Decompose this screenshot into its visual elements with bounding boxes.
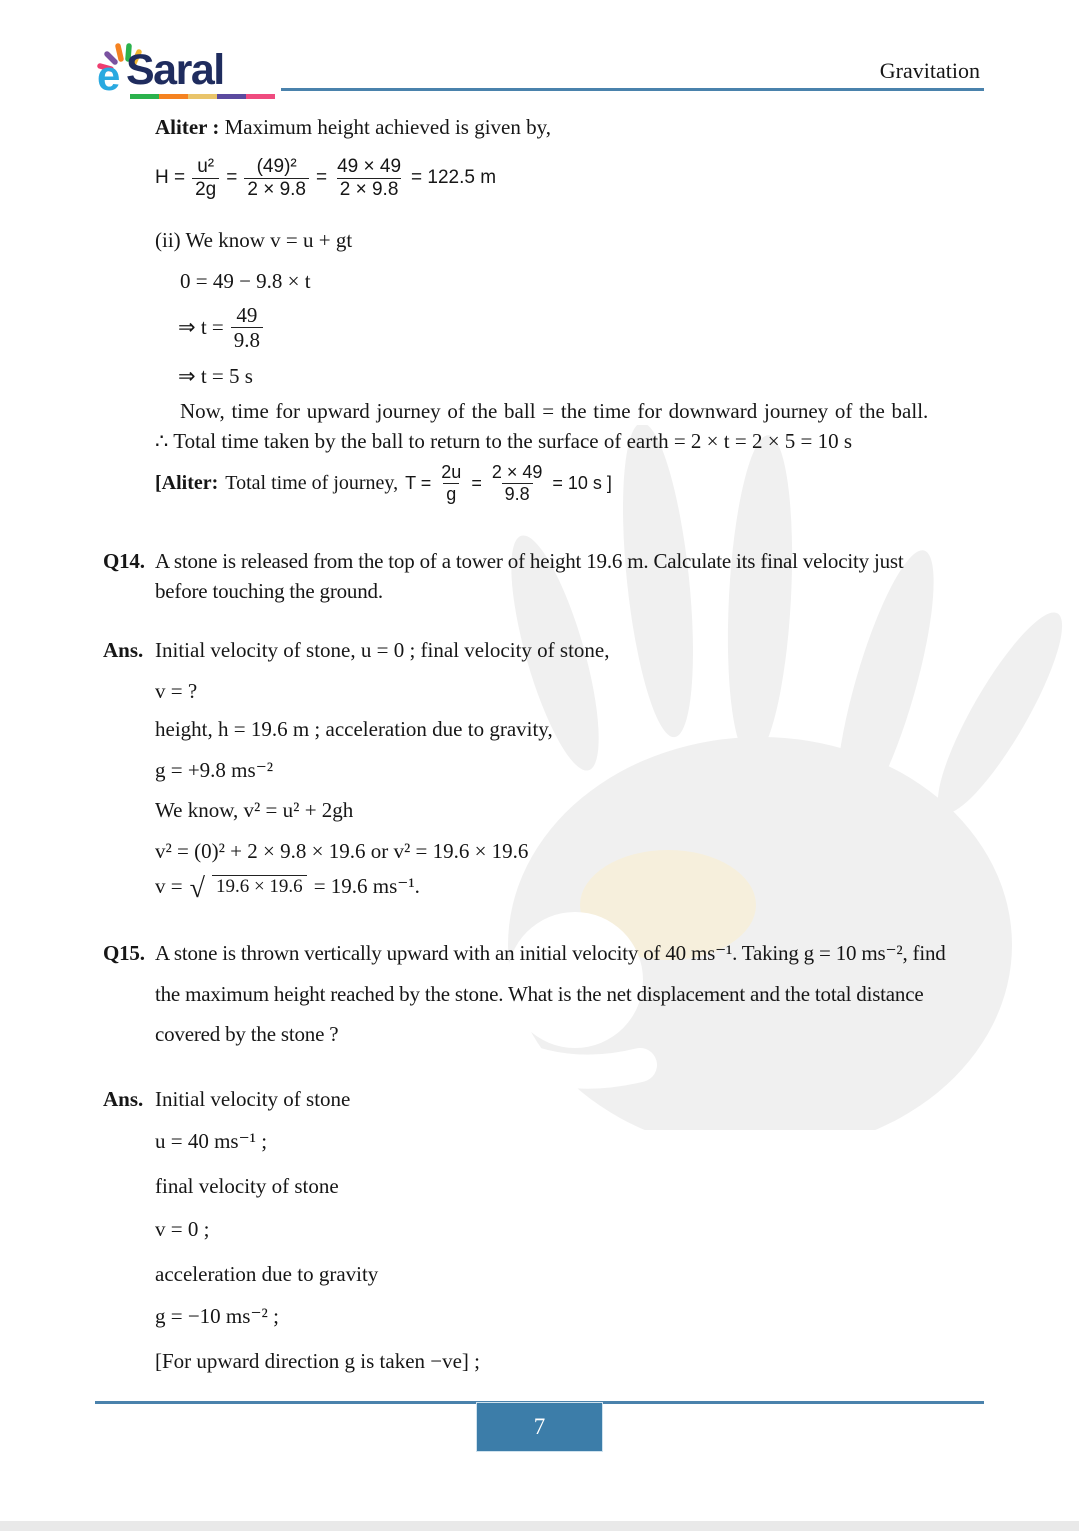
page-number: 7 <box>533 1414 546 1439</box>
answer-line: u = 40 ms⁻¹ ; <box>155 1129 268 1153</box>
question-text-line1: A stone is released from the top of a tower of height 19.6 m. Calculate its final velocity just <box>155 549 904 573</box>
answer-line: final velocity of stone <box>155 1174 339 1198</box>
fraction-numerator: 2 × 49 <box>491 462 543 482</box>
fraction <box>192 156 219 201</box>
aliter-label: [Aliter: <box>155 471 219 494</box>
equals-sign: = <box>471 472 482 493</box>
formula-lhs: T = <box>405 472 432 493</box>
aliter-text: Total time of journey, <box>225 471 399 494</box>
question-text-line1: A stone is thrown vertically upward with an initial velocity of 40 ms⁻¹. Taking g = 10 ms⁻², find <box>155 941 946 965</box>
question-number: Q14. <box>103 549 145 573</box>
page-number-box <box>476 1402 603 1452</box>
answer-label: Ans. <box>103 638 144 662</box>
fraction-numerator: 49 <box>236 303 258 327</box>
answer-line: We know, v² = u² + 2gh <box>155 798 354 822</box>
answer-line: [For upward direction g is taken −ve] ; <box>155 1349 481 1373</box>
question-14 <box>103 548 983 574</box>
answer-line: v² = (0)² + 2 × 9.8 × 19.6 or v² = 19.6 × 19.6 <box>155 839 529 863</box>
time-result-line: ⇒ t = 5 s <box>178 364 253 388</box>
aliter-text: Maximum height achieved is given by, <box>224 115 551 139</box>
underline-segment-orange <box>159 94 188 99</box>
logo-letter-e: e <box>97 52 121 99</box>
formula-lhs: v = <box>155 873 183 898</box>
fraction-numerator: 2u <box>441 462 462 482</box>
formula-result: = 19.6 ms⁻¹. <box>313 873 420 898</box>
question-text-line2: the maximum height reached by the stone. What is the net displacement and the total distance <box>155 982 924 1006</box>
answer-intro-line: Initial velocity of stone, u = 0 ; final velocity of stone, <box>155 638 610 662</box>
time-fraction-formula <box>178 303 263 352</box>
fraction-denominator: 2g <box>192 178 219 201</box>
watermark-hand-icon <box>430 425 1075 1130</box>
fraction <box>334 156 404 201</box>
fraction <box>489 462 546 504</box>
answer-14 <box>103 637 983 663</box>
answer-line: v = 0 ; <box>155 1217 210 1241</box>
underline-segment-purple <box>217 94 246 99</box>
question-text-line2: before touching the ground. <box>155 579 383 603</box>
answer-line: g = −10 ms⁻² ; <box>155 1304 279 1328</box>
aliter-label: Aliter : <box>155 115 220 139</box>
formula-lhs: ⇒ t = <box>178 315 224 340</box>
step-ii-line: (ii) We know v = u + gt <box>155 228 353 252</box>
formula-result: = 122.5 m <box>411 167 497 189</box>
square-root-line <box>155 872 420 904</box>
journey-equality-line: Now, time for upward journey of the ball = the time for downward journey of the ball. <box>180 399 929 423</box>
aliter-total-time-formula <box>155 462 612 504</box>
question-text-line3: covered by the stone ? <box>155 1022 339 1046</box>
logo-underline <box>130 94 275 99</box>
fraction-denominator: 9.8 <box>502 483 533 505</box>
max-height-formula <box>155 156 496 201</box>
header <box>0 0 1079 110</box>
underline-segment-pink <box>246 94 275 99</box>
answer-line: g = +9.8 ms⁻² <box>155 758 274 782</box>
fraction-denominator: 9.8 <box>231 327 263 352</box>
underline-segment-green <box>130 94 159 99</box>
aliter-heading <box>155 114 551 140</box>
fraction <box>244 156 309 201</box>
fraction-numerator: u² <box>197 156 215 177</box>
fraction <box>438 462 464 504</box>
question-number: Q15. <box>103 941 145 965</box>
fraction-denominator: 2 × 9.8 <box>244 178 309 201</box>
radical-icon: √ <box>189 873 205 904</box>
underline-segment-yellow <box>188 94 217 99</box>
answer-line: v = ? <box>155 679 198 703</box>
total-time-line: ∴ Total time taken by the ball to return to the surface of earth = 2 × t = 2 × 5 = 10 s <box>155 429 853 453</box>
equation-zero-line: 0 = 49 − 9.8 × t <box>180 269 311 293</box>
answer-line: acceleration due to gravity <box>155 1262 379 1286</box>
formula-result: = 10 s ] <box>552 472 612 493</box>
header-divider <box>281 88 984 91</box>
fraction <box>231 303 263 352</box>
formula-lhs: H = <box>155 167 186 189</box>
answer-line: height, h = 19.6 m ; acceleration due to gravity, <box>155 717 553 741</box>
fraction-numerator: 49 × 49 <box>337 156 402 177</box>
logo-brand-name: Saral <box>126 46 224 94</box>
fraction-numerator: (49)² <box>256 156 297 177</box>
fraction-denominator: g <box>443 483 459 505</box>
fraction-denominator: 2 × 9.8 <box>337 178 402 201</box>
bottom-edge-strip <box>0 1521 1079 1531</box>
chapter-title: Gravitation <box>879 58 980 83</box>
answer-intro-line: Initial velocity of stone <box>155 1087 351 1111</box>
equals-sign: = <box>226 167 238 189</box>
question-15 <box>103 940 993 966</box>
equals-sign: = <box>316 167 328 189</box>
radicand: 19.6 × 19.6 <box>212 875 307 898</box>
answer-label: Ans. <box>103 1087 144 1111</box>
answer-15 <box>103 1086 983 1112</box>
